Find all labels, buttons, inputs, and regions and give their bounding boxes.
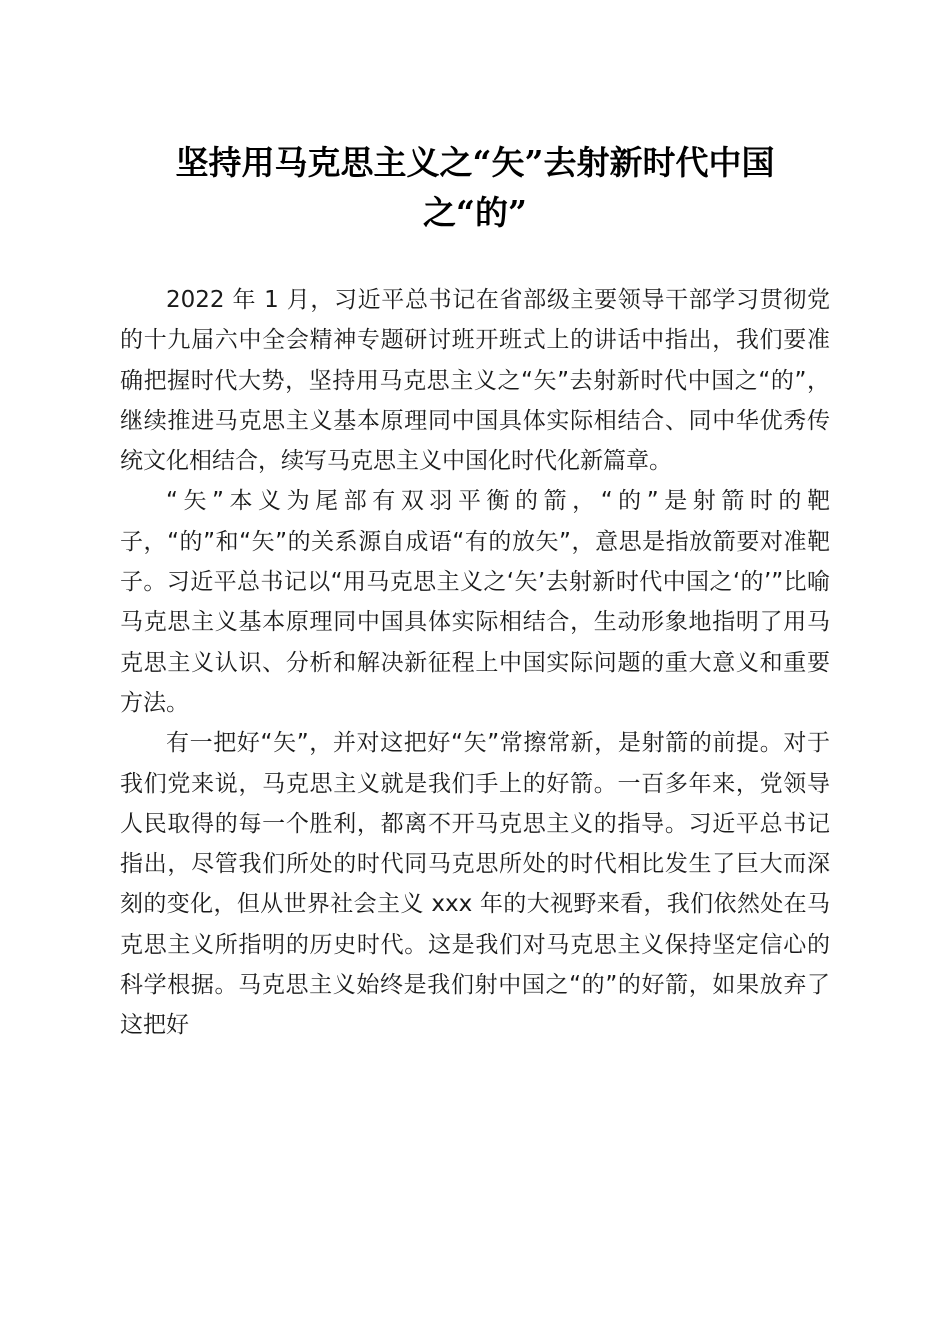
document-title (120, 138, 830, 238)
document-body (120, 280, 830, 1046)
paragraph: 2022 年 1 月，习近平总书记在省部级主要领导干部学习贯彻党的十九届六中全会精神专题研讨班开班式上的讲话中指出，我们要准确把握时代大势，坚持用马克思主义之“矢”去射新时代中国之“的”，继续推进马克思主义基本原理同中国具体实际相结合、同中华优秀传统文化相结合，续写马克思主义中国化时代化新篇章。 (120, 287, 830, 475)
title-line-2: 之“的” (423, 193, 527, 232)
title-line-1: 坚持用马克思主义之“矢”去射新时代中国 (175, 143, 775, 182)
paragraph: “矢”本义为尾部有双羽平衡的箭，“的”是射箭时的靶子，“的”和“矢”的关系源自成语“有的放矢”，意思是指放箭要对准靶子。习近平总书记以“用马克思主义之‘矢’去射新时代中国之‘的’”比喻马克思主义基本原理同中国具体实际相结合，生动形象地指明了用马克思主义认识、分析和解决新征程上中国实际问题的重大意义和重要方法。 (120, 488, 830, 716)
paragraph: 有一把好“矢”，并对这把好“矢”常擦常新，是射箭的前提。对于我们党来说，马克思主义就是我们手上的好箭。一百多年来，党领导人民取得的每一个胜利，都离不开马克思主义的指导。习近平总书记指出，尽管我们所处的时代同马克思所处的时代相比发生了巨大而深刻的变化，但从世界社会主义 xxx 年的大视野来看，我们依然处在马克思主义所指明的历史时代。这是我们对马克思主义保持坚定信心的科学根据。马克思主义始终是我们射中国之“的”的好箭，如果放弃了这把好 (120, 730, 830, 1039)
